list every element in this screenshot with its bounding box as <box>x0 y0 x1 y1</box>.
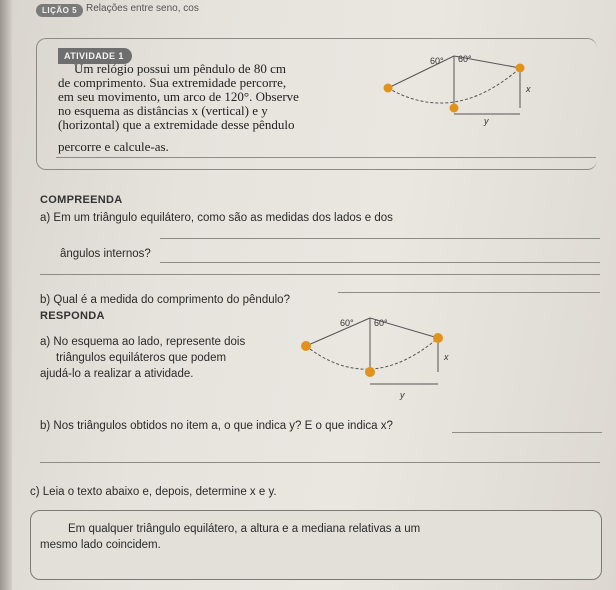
activity-text-line-6: percorre e calcule-as. <box>58 139 169 154</box>
angle-right-label: 60° <box>458 54 472 64</box>
x-label: x <box>444 352 449 362</box>
compreenda-question-b: b) Qual é a medida do comprimento do pêndulo? <box>40 294 290 306</box>
answer-line[interactable] <box>40 462 600 463</box>
pendulum-left-rod <box>388 56 454 88</box>
responda-title: RESPONDA <box>40 310 105 322</box>
answer-line[interactable] <box>40 274 600 275</box>
y-label: y <box>400 390 405 400</box>
pendulum-bob-center <box>365 367 375 377</box>
lesson-tag: LIÇÃO 5 <box>36 4 83 17</box>
activity-text-line-4: no esquema as distâncias x (vertical) e y <box>58 103 268 118</box>
angle-left-label: 60° <box>430 56 444 66</box>
pendulum-bob-right <box>516 64 525 73</box>
responda-question-a-line-2: triângulos equiláteros que podem <box>56 352 227 364</box>
note-line-1: Em qualquer triângulo equilátero, a altura e a mediana relativas a um <box>68 523 421 535</box>
pendulum-left-rod <box>306 318 370 346</box>
pendulum-arc <box>306 338 438 369</box>
pendulum-bob-left <box>301 341 311 351</box>
responda-question-a-line-1: a) No esquema ao lado, represente dois <box>40 336 246 348</box>
responda-question-c: c) Leia o texto abaixo e, depois, determine x e y. <box>30 486 277 498</box>
activity-text-line-5: (horizontal) que a extremidade desse pêndulo <box>58 117 295 132</box>
activity-text-line-3: em seu movimento, um arco de 120°. Observe <box>58 89 299 104</box>
activity-text-line-2: de comprimento. Sua extremidade percorre, <box>58 75 287 90</box>
activity-text-line-1: Um relógio possui um pêndulo de 80 cm <box>74 61 286 76</box>
answer-line[interactable] <box>452 432 602 433</box>
answer-line[interactable] <box>160 262 600 263</box>
x-label: x <box>526 84 531 94</box>
responda-question-a-line-3: ajudá-lo a realizar a atividade. <box>40 368 194 380</box>
pendulum-diagram-2 <box>300 306 500 406</box>
pendulum-diagram-1 <box>370 48 550 128</box>
page-fold-shadow <box>0 0 12 590</box>
angle-right-label: 60° <box>374 318 388 328</box>
answer-line[interactable] <box>160 238 600 239</box>
y-label: y <box>484 116 489 126</box>
pendulum-bob-center <box>450 104 459 113</box>
angle-left-label: 60° <box>340 318 354 328</box>
note-line-2: mesmo lado coincidem. <box>40 539 161 551</box>
lesson-title: Relações entre seno, cos <box>86 3 199 14</box>
compreenda-question-a-line-2: ângulos internos? <box>60 248 151 260</box>
responda-question-b: b) Nos triângulos obtidos no item a, o que indica y? E o que indica x? <box>40 420 393 432</box>
compreenda-title: COMPREENDA <box>40 194 123 206</box>
activity-tag: ATIVIDADE 1 <box>58 48 132 64</box>
pendulum-bob-right <box>433 333 443 343</box>
compreenda-question-a-line-1: a) Em um triângulo equilátero, como são as medidas dos lados e dos <box>40 212 393 224</box>
pendulum-bob-left <box>384 84 393 93</box>
activity-divider <box>56 157 596 158</box>
answer-line[interactable] <box>338 292 600 293</box>
